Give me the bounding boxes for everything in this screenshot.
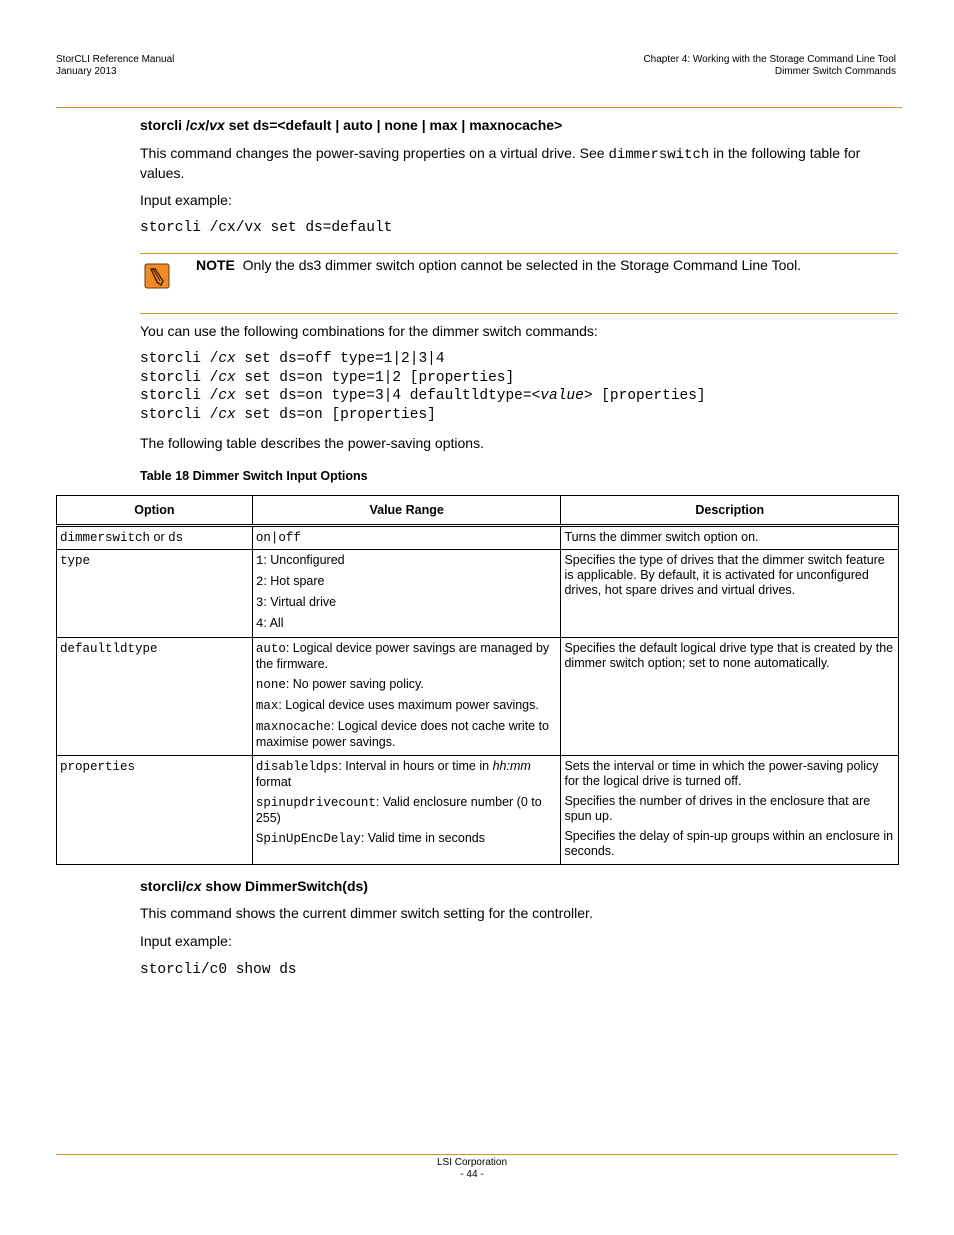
table-header-row [57,496,899,526]
value-cell [252,756,561,865]
section3-code-example: storcli/c0 show ds [140,962,297,978]
manual-date: January 2013 [56,66,117,77]
section1-paragraph: This command changes the power-saving properties on a virtual drive. See dimmerswitch in the following table for values. [140,145,861,181]
manual-title: StorCLI Reference Manual [56,54,175,65]
table-row [57,550,899,638]
value-item: disableldps: Interval in hours or time in hh:mm format [255,759,531,789]
value-item: SpinUpEncDelay: Valid time in seconds [255,831,485,846]
header-right [643,54,896,78]
code-line-1: storcli /cx set ds=off type=1|2|3|4 [140,351,445,367]
table-row [57,756,899,865]
header-value-range: Value Range [252,496,561,526]
header-option: Option [57,496,253,526]
dimmer-switch-options-table [56,495,899,865]
section3-paragraph: This command shows the current dimmer switch setting for the controller. [140,905,593,921]
value-item: auto: Logical device power savings are managed by the firmware. [255,641,550,671]
combinations-code-block [140,350,706,424]
description-cell: Specifies the type of drives that the dimmer switch feature is applicable. By default, it is activated for unconfigured drives, hot spare drives and virtual drives. [561,550,899,638]
code-line-4: storcli /cx set ds=on [properties] [140,406,436,423]
value-cell [252,550,561,638]
section1-code-example: storcli /cx/vx set ds=default [140,220,393,236]
description-cell [561,756,899,865]
description-item: Specifies the number of drives in the enclosure that are spun up. [564,794,871,823]
value-cell: on|off [252,526,561,550]
value-cell [252,638,561,756]
value-item: maxnocache: Logical device does not cache write to maximise power savings. [255,719,550,749]
code-line-2: storcli /cx set ds=on type=1|2 [properties] [140,369,515,386]
note-pencil-icon [144,263,170,289]
note-text: NOTE Only the ds3 dimmer switch option cannot be selected in the Storage Command Line Tool. [196,257,802,273]
value-item: 1: Unconfigured [255,553,345,568]
header-description: Description [561,496,899,526]
section-title: Dimmer Switch Commands [774,66,896,77]
chapter-title: Chapter 4: Working with the Storage Command Line Tool [643,54,896,65]
description-item: Sets the interval or time in which the power-saving policy for the logical drive is turned off. [564,759,879,788]
note-rule-bottom [140,313,898,314]
section1-heading: storcli /cx/vx set ds=<default | auto | none | max | maxnocache> [140,117,563,133]
option-cell: type [57,550,253,638]
option-cell: properties [57,756,253,865]
value-item: 4: All [255,616,284,631]
table-row [57,526,899,550]
value-item: max: Logical device uses maximum power savings. [255,698,539,713]
code-line-3: storcli /cx set ds=on type=3|4 defaultldtype=<value> [properties] [140,388,706,404]
footer-page-number: - 44 - [460,1169,484,1180]
value-item: spinupdrivecount: Valid enclosure number (0 to 255) [255,795,542,825]
table-intro: The following table describes the power-saving options. [140,435,484,451]
section3-heading: storcli/cx show DimmerSwitch(ds) [140,878,368,894]
table-row [57,638,899,756]
description-cell: Turns the dimmer switch option on. [561,526,899,550]
table-caption: Table 18 Dimmer Switch Input Options [140,469,368,483]
option-cell: dimmerswitch or ds [57,526,253,550]
header-left [56,54,174,78]
header-rule [56,107,902,108]
note-rule-top [140,253,898,254]
footer [0,1157,944,1181]
description-cell: Specifies the default logical drive type that is created by the dimmer switch option; set to none automatically. [561,638,899,756]
value-item: 3: Virtual drive [255,595,337,610]
footer-company: LSI Corporation [436,1157,508,1168]
combinations-intro: You can use the following combinations for the dimmer switch commands: [140,323,598,339]
value-item: 2: Hot spare [255,574,325,589]
description-item: Specifies the delay of spin-up groups within an enclosure in seconds. [564,829,894,858]
footer-rule [56,1154,898,1155]
value-item: none: No power saving policy. [255,677,424,692]
option-cell: defaultldtype [57,638,253,756]
section3-input-label: Input example: [140,933,232,949]
section1-input-label: Input example: [140,192,232,208]
